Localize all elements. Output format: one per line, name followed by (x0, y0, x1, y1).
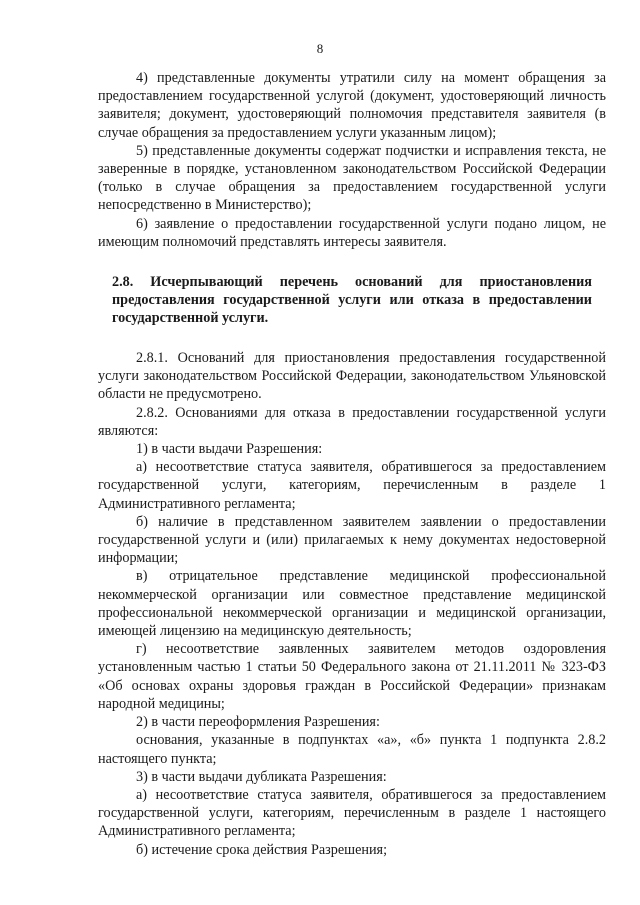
list-item-issue-b: б) наличие в представленном заявителем заявлении о предоставлении государственной услуги и (или) прилагаемых к нему документах недостоверной информации; (98, 513, 606, 567)
list-item-reissue: 2) в части переоформления Разрешения: (136, 714, 380, 731)
list-item-duplicate-a: а) несоответствие статуса заявителя, обратившегося за предоставлением государственной услуги, категориям, перечисленным в разделе 1 настоящего Административного регламента; (98, 786, 606, 840)
list-item-reissue-grounds: основания, указанные в подпунктах «а», «б» пункта 1 подпункта 2.8.2 настоящего пункта; (98, 732, 606, 767)
list-item-duplicate: 3) в части выдачи дубликата Разрешения: (136, 768, 387, 785)
document-body (98, 69, 606, 859)
paragraph-2-8-1: 2.8.1. Оснований для приостановления предоставления государственной услуги законодательством Российской Федерации, законодательством Ульяновской области не предусмотрено. (98, 350, 606, 403)
paragraph-2-8-2: 2.8.2. Основаниями для отказа в предоставлении государственной услуги являются: (98, 404, 606, 439)
paragraph-item-4: 4) представленные документы утратили силу на момент обращения за предоставлением государственной услугой (документ, удостоверяющий личность заявителя; документ, удостоверяющий полномочия представителя заявителя (в случае обращения за предоставлением услуги указанным лицом); (98, 70, 606, 141)
list-item-issue: 1) в части выдачи Разрешения: (136, 441, 323, 458)
list-item-issue-a: а) несоответствие статуса заявителя, обратившегося за предоставлением государственной услуги, категориям, перечисленным в разделе 1 Административного регламента; (98, 459, 606, 512)
list-item-issue-v: в) отрицательное представление медицинской профессиональной некоммерческой организации или совместное представление медицинской профессиональной некоммерческой организации и медицинской организации, имеющей лицензию на медицинскую деятельность; (98, 568, 606, 640)
page-number: 8 (316, 41, 324, 56)
paragraph-item-6: 6) заявление о предоставлении государственной услуги подано лицом, не имеющим полномочий представлять интересы заявителя. (98, 215, 606, 250)
list-item-duplicate-b: б) истечение срока действия Разрешения; (136, 841, 388, 858)
section-heading: 2.8. Исчерпывающий перечень оснований для приостановления предоставления государственной услуги или отказа в предоставлении государственной услуги. (112, 274, 592, 327)
paragraph-item-5: 5) представленные документы содержат подчистки и исправления текста, не заверенные в порядке, установленном законодательством Российской Федерации (только в случае обращения за предоставлением государственной услуги непосредственно в Министерство); (98, 142, 606, 214)
list-item-issue-g: г) несоответствие заявленных заявителем методов оздоровления установленным частью 1 статьи 50 Федерального закона от 21.11.2011 № 323-ФЗ «Об основах охраны здоровья граждан в Российской Федерации» признакам народной медицины; (98, 641, 606, 712)
